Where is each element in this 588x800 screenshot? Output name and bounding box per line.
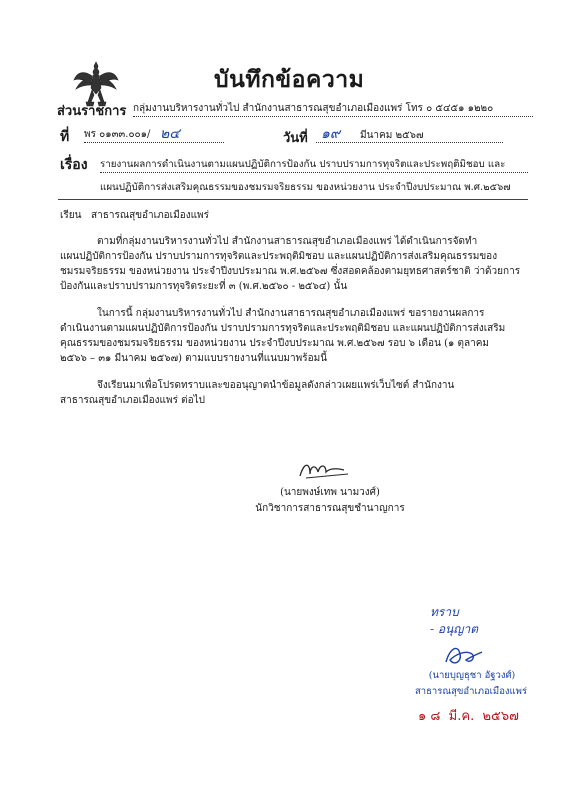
author-signature bbox=[296, 456, 356, 484]
paragraph-2-line-4: ๒๕๖๖ – ๓๑ มีนาคม ๒๕๖๗) ตามแบบรายงานที่แนบมาพร้อมนี้ bbox=[60, 353, 328, 364]
reference-number-handwritten: ๒๔ bbox=[160, 126, 180, 142]
signer-position: นักวิชาการสาธารณสุขชำนาญการ bbox=[255, 503, 405, 514]
subject-label: เรื่อง bbox=[60, 157, 88, 173]
date-value: มีนาคม ๒๕๖๗ bbox=[360, 130, 424, 141]
paragraph-1-line-1: ตามที่กลุ่มงานบริหารงานทั่วไป สำนักงานสาธารณสุขอำเภอเมืองแพร่ ได้ดำเนินการจัดทำ bbox=[97, 236, 478, 247]
approval-date: ๑ ๘ มี.ค. ๒๕๖๗ bbox=[418, 709, 519, 724]
paragraph-1-line-2: แผนปฏิบัติการป้องกัน ปราบปรามการทุจริตและประพฤติมิชอบ และแผนปฏิบัติการส่งเสริมคุณธรรมของ bbox=[60, 251, 498, 262]
approval-note-line-2: - อนุญาต bbox=[430, 622, 479, 636]
paragraph-2-line-2: ดำเนินงานตามแผนปฏิบัติการป้องกัน ปราบปรามการทุจริตและประพฤติมิชอบ และแผนปฏิบัติการส่งเสริม bbox=[60, 323, 506, 334]
reference-value: พร ๐๑๓๓.๐๐๑/ bbox=[84, 129, 151, 140]
memo-title: บันทึกข้อความ bbox=[214, 66, 365, 93]
paragraph-3-line-2: สาธารณสุขอำเภอเมืองแพร่ ต่อไป bbox=[60, 395, 206, 406]
agency-value: กลุ่มงานบริหารงานทั่วไป สำนักงานสาธารณสุขอำเภอเมืองแพร่ โทร ๐ ๕๔๕๑ ๑๒๒๐ bbox=[133, 102, 533, 117]
approver-name: (นายบุญธุชา อัฐวงศ์) bbox=[428, 670, 516, 681]
subject-line-2: แผนปฏิบัติการส่งเสริมคุณธรรมของชมรมจริยธรรม ของหน่วยงาน ประจำปีงบประมาณ พ.ศ.๒๕๖๗ bbox=[100, 182, 511, 193]
paragraph-1-line-4: ป้องกันและปราบปรามการทุจริตระยะที่ ๓ (พ.ศ.๒๕๖๐ - ๒๕๖๔) นั้น bbox=[60, 281, 348, 292]
approver-position: สาธารณสุขอำเภอเมืองแพร่ bbox=[414, 686, 528, 697]
reference-underline bbox=[84, 128, 224, 143]
reference-label: ที่ bbox=[60, 129, 70, 145]
paragraph-3-line-1: จึงเรียนมาเพื่อโปรดทราบและขออนุญาตนำข้อมูลดังกล่าวเผยแพร่เว็บไซต์ สำนักงาน bbox=[97, 380, 455, 391]
subject-divider bbox=[58, 199, 528, 200]
approval-note-line-1: ทราบ bbox=[430, 605, 459, 619]
paragraph-1-line-3: ชมรมจริยธรรม ของหน่วยงาน ประจำปีงบประมาณ พ.ศ.๒๕๖๗ ซึ่งสอดคล้องตามยุทธศาสตร์ชาติ ว่าด้วยการ bbox=[60, 266, 521, 277]
paragraph-2-line-1: ในการนี้ กลุ่มงานบริหารงานทั่วไป สำนักงานสาธารณสุขอำเภอเมืองแพร่ ขอรายงานผลการ bbox=[97, 308, 485, 319]
approver-signature bbox=[440, 640, 486, 670]
subject-line-1: รายงานผลการดำเนินงานตามแผนปฏิบัติการป้องกัน ปราบปรามการทุจริตและประพฤติมิชอบ และ bbox=[100, 158, 528, 173]
salutation: เรียน สาธารณสุขอำเภอเมืองแพร่ bbox=[60, 210, 209, 221]
agency-label: ส่วนราชการ bbox=[57, 104, 127, 119]
date-day-handwritten: ๑๙ bbox=[321, 126, 341, 142]
signer-name: (นายพงษ์เทพ นามวงศ์) bbox=[280, 487, 380, 498]
date-label: วันที่ bbox=[283, 131, 308, 146]
paragraph-2-line-3: คุณธรรมของชมรมจริยธรรม ของหน่วยงาน ประจำปีงบประมาณ พ.ศ.๒๕๖๗ รอบ ๖ เดือน (๑ ตุลาคม bbox=[60, 338, 490, 349]
